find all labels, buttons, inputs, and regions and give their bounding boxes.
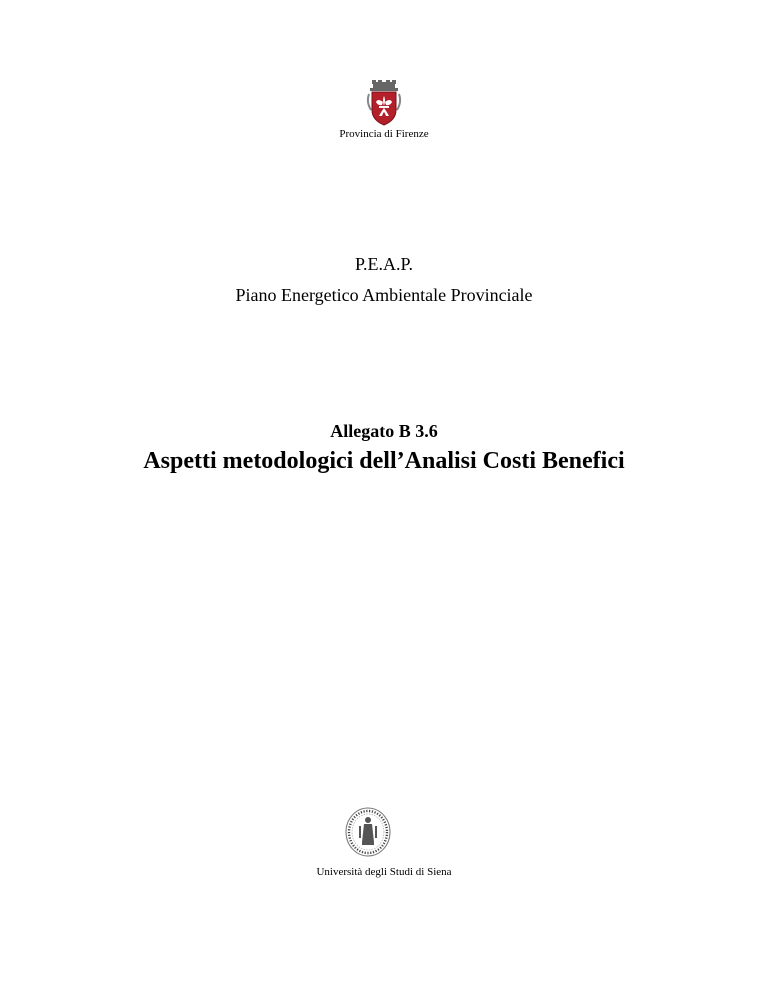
province-name: Provincia di Firenze	[339, 128, 429, 140]
document-title: Aspetti metodologici dell’Analisi Costi Benefici	[143, 448, 625, 474]
province-coat-of-arms-icon	[366, 80, 402, 126]
annex-label: Allegato B 3.6	[330, 421, 438, 441]
plan-title: Piano Energetico Ambientale Provinciale	[235, 285, 533, 305]
plan-acronym: P.E.A.P.	[354, 254, 414, 274]
university-name: Università degli Studi di Siena	[316, 866, 452, 878]
university-seal-icon	[344, 806, 392, 858]
